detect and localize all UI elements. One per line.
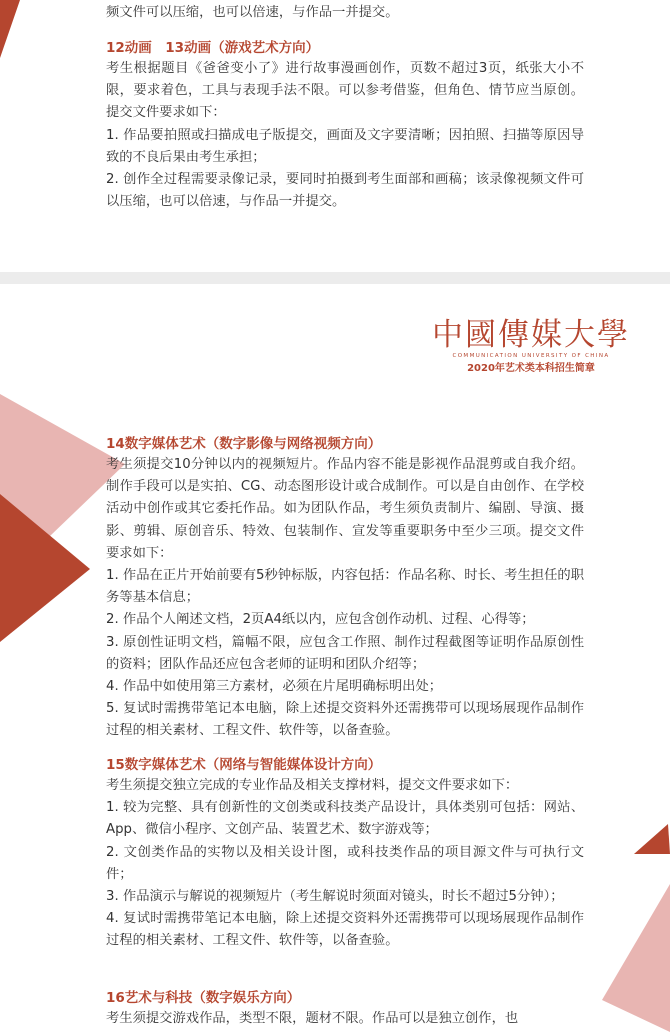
paragraph: 考生根据题目《爸爸变小了》进行故事漫画创作，页数不超过3页，纸张大小不限，要求着色，工具与表现手法不限。可以参考借鉴，但角色、情节应当原创。提交文件要求如下： [106, 61, 584, 121]
paragraph: 2. 创作全过程需要录像记录，要同时拍摄到考生面部和画稿；该录像视频文件可以压缩，也可以倍速，与作品一并提交。 [106, 172, 584, 210]
section-16-heading: 16艺术与科技（数字娱乐方向） [106, 990, 301, 1006]
paragraph: 4. 作品中如使用第三方素材，必须在片尾明确标明出处； [106, 679, 443, 695]
paragraph: 1. 作品要拍照或扫描成电子版提交，画面及文字要清晰；因拍照、扫描等原因导致的不良后果由考生承担； [106, 127, 584, 165]
university-logo [432, 318, 630, 377]
paragraph: 1. 作品在正片开始前要有5秒钟标版，内容包括：作品名称、时长、考生担任的职务等基本信息； [106, 568, 584, 606]
logo-subtitle: 2020年艺术类本科招生简章 [467, 363, 595, 374]
logo-name-en: COMMUNICATION UNIVERSITY OF CHINA [452, 353, 610, 359]
paragraph: 4. 复试时需携带笔记本电脑，除上述提交资料外还需携带可以现场展现作品制作过程的相关素材、工程文件、软件等，以备查验。 [106, 911, 584, 949]
paragraph: 5. 复试时需携带笔记本电脑，除上述提交资料外还需携带可以现场展现作品制作过程的相关素材、工程文件、软件等，以备查验。 [106, 701, 584, 739]
continued-line: 频文件可以压缩，也可以倍速，与作品一并提交。 [106, 5, 399, 20]
decorative-triangle [0, 0, 22, 60]
section-15-heading: 15数字媒体艺术（网络与智能媒体设计方向） [106, 757, 382, 773]
paragraph: 2. 文创类作品的实物以及相关设计图，或科技类作品的项目源文件与可执行文件； [106, 844, 584, 882]
paragraph: 考生须提交游戏作品，类型不限，题材不限。作品可以是独立创作，也 [106, 1011, 519, 1026]
section-12-heading: 12动画 13动画（游戏艺术方向） [106, 40, 320, 56]
document-page-1 [0, 0, 670, 272]
document-page-2 [0, 284, 670, 1032]
decorative-triangles-right [598, 824, 670, 1032]
paragraph: 考生须提交10分钟以内的视频短片。作品内容不能是影视作品混剪或自我介绍。制作手段可以是实拍、CG、动态图形设计或合成制作。可以是自由创作、在学校活动中创作或其它委托作品。如为团队作品，考生须负责制片、编剧、导演、摄影、剪辑、原创音乐、特效、包装制作、宣发等重要职务中至少三项。提交文件要求如下： [106, 457, 584, 561]
paragraph: 3. 原创性证明文档，篇幅不限，应包含工作照、制作过程截图等证明作品原创性的资料；团队作品还应包含老师的证明和团队介绍等； [106, 634, 584, 672]
paragraph: 1. 较为完整、具有创新性的文创类或科技类产品设计，具体类别可包括：网站、App、微信小程序、文创产品、装置艺术、数字游戏等； [106, 800, 584, 838]
section-14-heading: 14数字媒体艺术（数字影像与网络视频方向） [106, 436, 382, 452]
paragraph: 3. 作品演示与解说的视频短片（考生解说时须面对镜头，时长不超过5分钟）； [106, 889, 564, 905]
logo-name-cn: 中國傳媒大學 [432, 317, 630, 353]
paragraph: 2. 作品个人阐述文档，2页A4纸以内，应包含创作动机、过程、心得等； [106, 612, 535, 628]
paragraph: 考生须提交独立完成的专业作品及相关支撑材料，提交文件要求如下： [106, 778, 519, 793]
